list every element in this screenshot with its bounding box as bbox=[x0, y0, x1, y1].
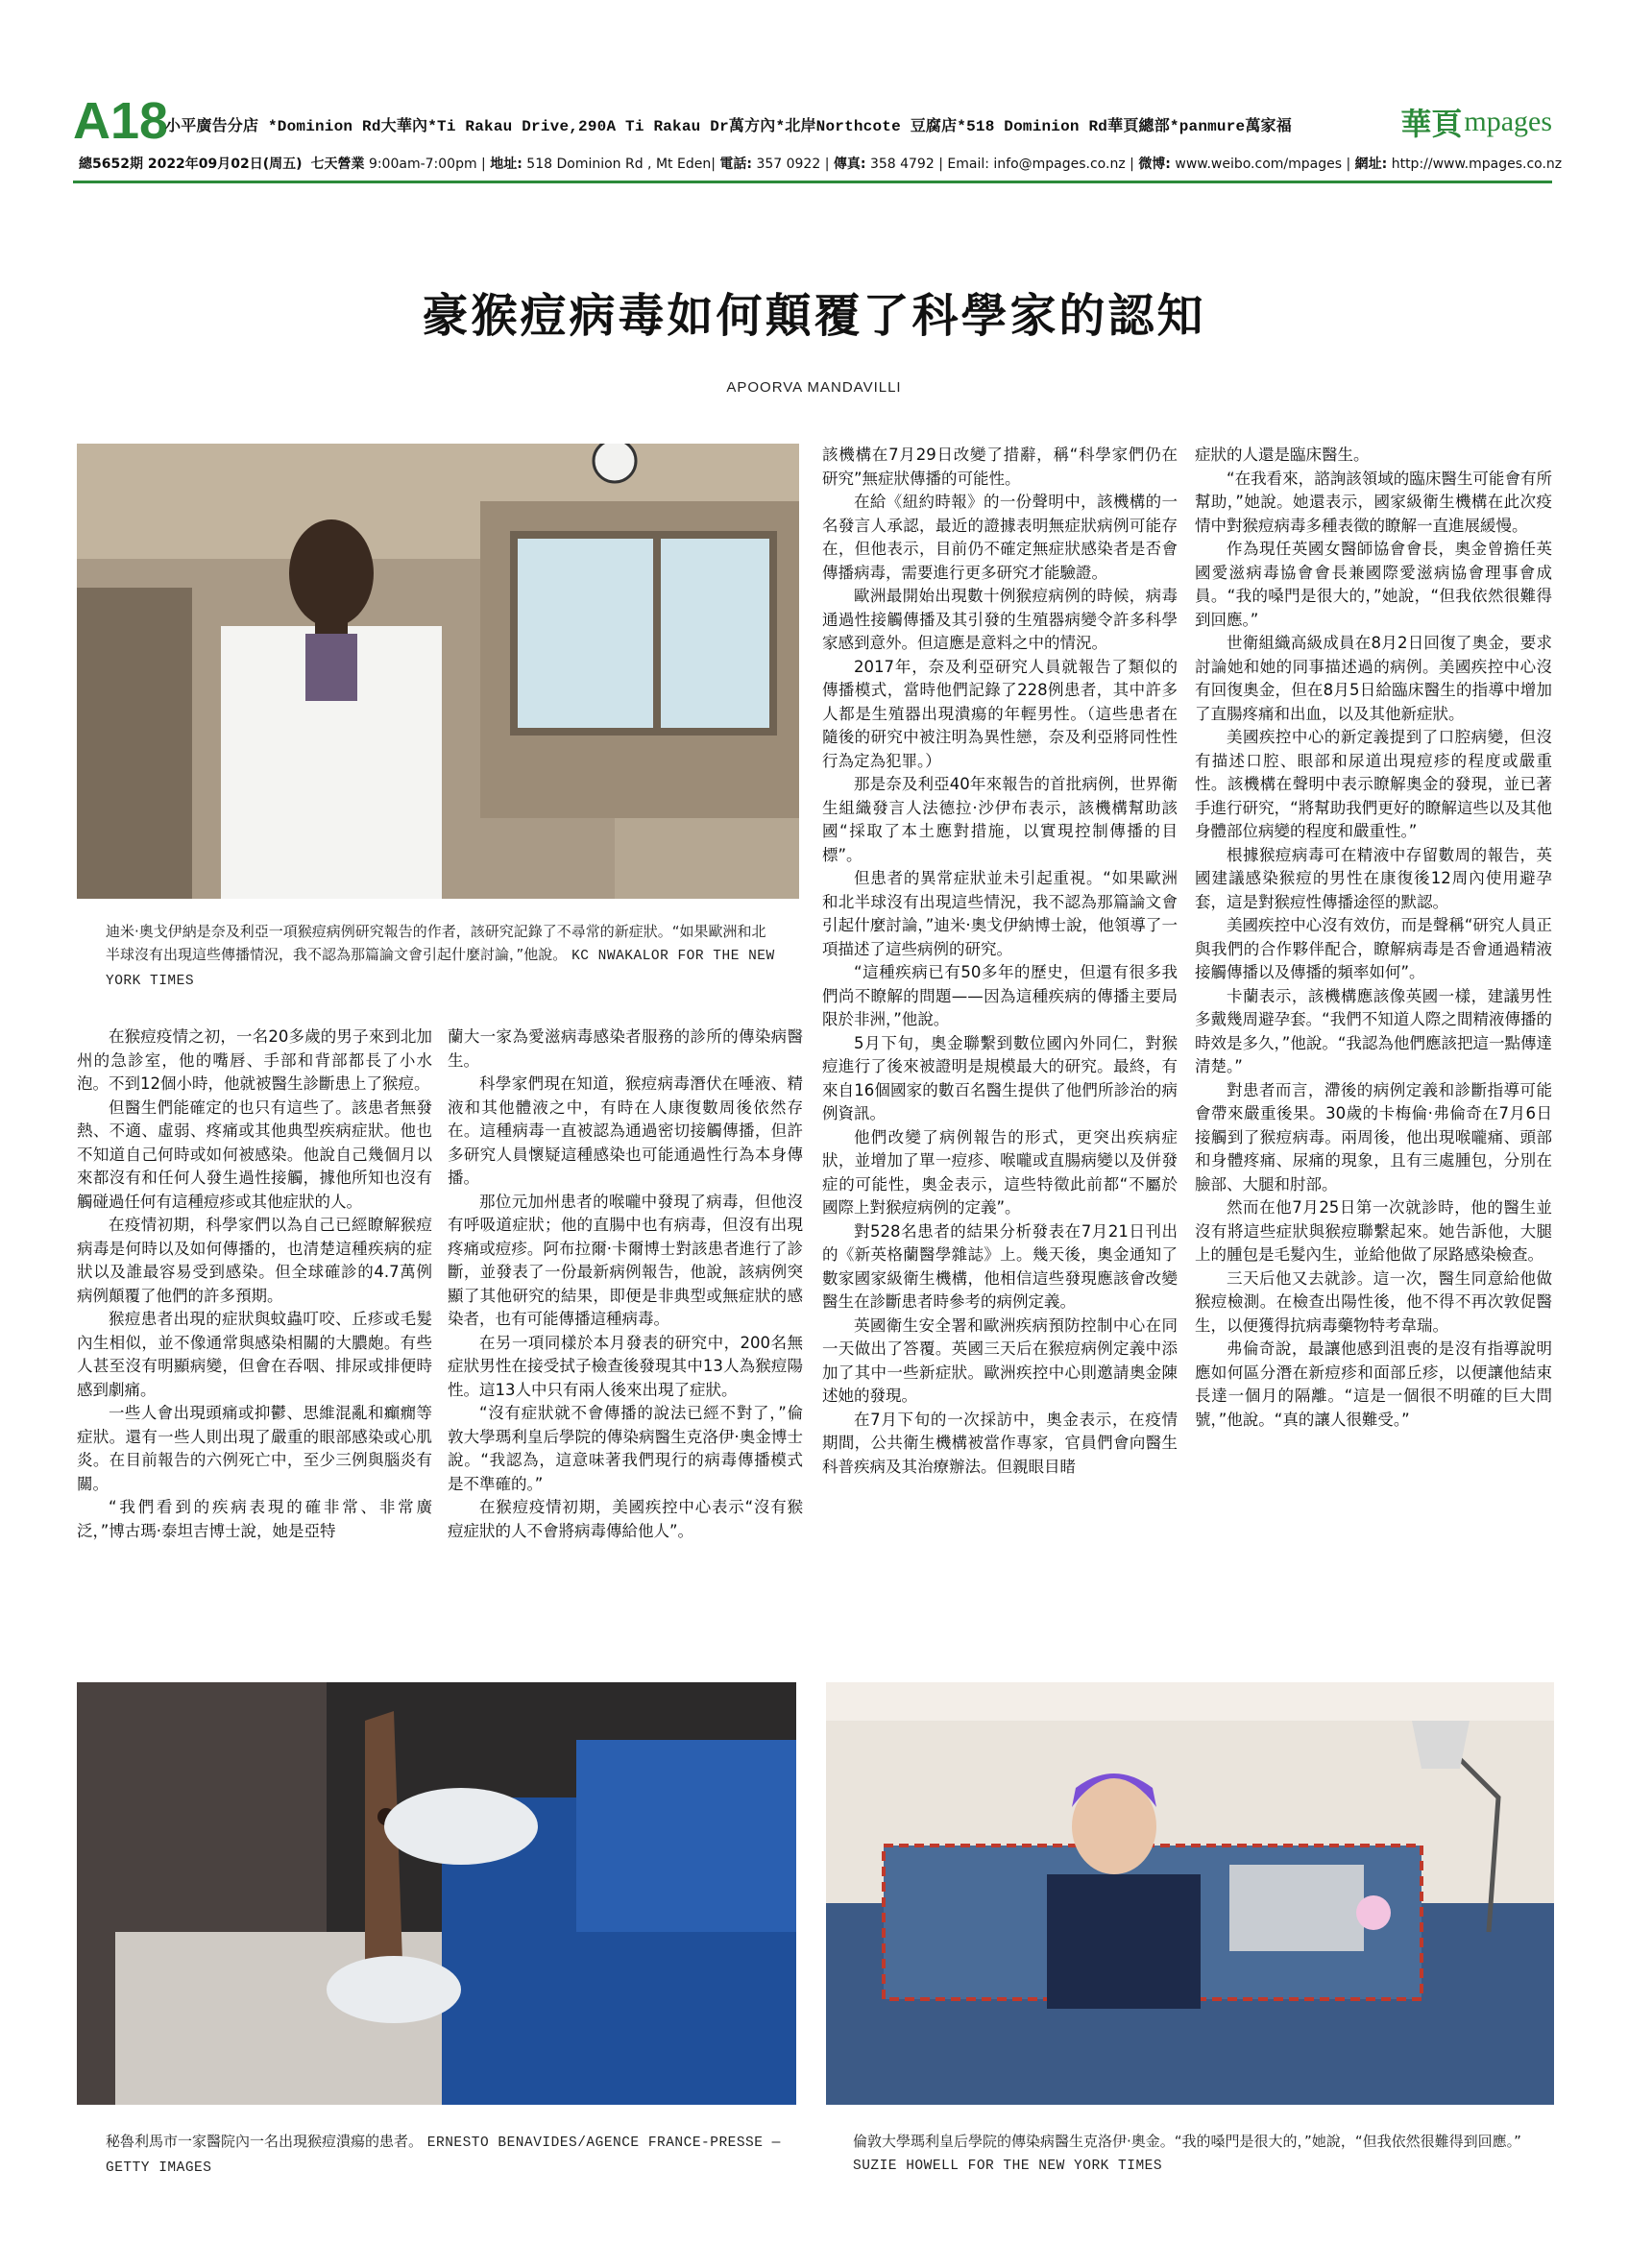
paragraph: 弗倫奇說，最讓他感到沮喪的是沒有指導說明應如何區分潛在新痘疹和面部丘疹，以便讓他結束長達一個月的隔離。“這是一個很不明確的巨大問號，”他說。“真的讓人很難受。” bbox=[1195, 1339, 1552, 1429]
photo-credit: ERNESTO BENAVIDES/AGENCE FRANCE-PRESSE — GETTY IMAGES bbox=[106, 2135, 781, 2176]
paragraph: 在猴痘疫情之初，一名20多歲的男子來到北加州的急診室，他的嘴唇、手部和背部都長了小水泡。不到12個小時，他就被醫生診斷患上了猴痘。 bbox=[77, 1027, 432, 1093]
weibo-label: 微博: bbox=[1138, 157, 1171, 172]
ads-line: 小平廣告分店 *Dominion Rd大華內*Ti Rakau Drive,290A Ti Rakau Dr萬方內*北岸Northcote 豆腐店*518 Dominion Rd華頁總部*panmure萬家福 bbox=[165, 118, 1292, 135]
paragraph: 根據猴痘病毒可在精液中存留數周的報告，英國建議感染猴痘的男性在康復後12周內使用避孕套，這是對猴痘性傳播途徑的默認。 bbox=[1195, 845, 1552, 911]
logo-text: mpages bbox=[1464, 106, 1552, 137]
caption-photo-chloe-orkin bbox=[853, 2130, 1544, 2178]
paragraph: 在另一項同樣於本月發表的研究中，200名無症狀男性在接受拭子檢查後發現其中13人為猴痘陽性。這13人中只有兩人後來出現了症狀。 bbox=[448, 1333, 803, 1399]
caption-photo-patient bbox=[106, 2130, 797, 2180]
hours: 9:00am-7:00pm bbox=[368, 157, 477, 172]
paragraph: 猴痘患者出現的症狀與蚊蟲叮咬、丘疹或毛髮內生相似，並不像通常與感染相關的大膿皰。有些人甚至沒有明顯病變，但會在吞咽、排尿或排便時感到劇痛。 bbox=[77, 1310, 432, 1399]
paragraph: 但醫生們能確定的也只有這些了。該患者無發熱、不適、虛弱、疼痛或其他典型疾病症狀。他也不知道自己何時或如何被感染。他說自己幾個月以來都沒有和任何人發生過性接觸，據他所知也沒有觸碰過任何有這種痘疹或其他症狀的人。 bbox=[77, 1098, 432, 1211]
paragraph: 2017年，奈及利亞研究人員就報告了類似的傳播模式，當時他們記錄了228例患者，其中許多人都是生殖器出現潰瘍的年輕男性。（這些患者在隨後的研究中被注明為異性戀，奈及利亞將同性性行為定為犯罪。） bbox=[822, 657, 1178, 770]
paragraph: “這種疾病已有50多年的歷史，但還有很多我們尚不瞭解的問題——因為這種疾病的傳播主要局限於非洲，”他說。 bbox=[822, 963, 1178, 1028]
phone: 357 0922 bbox=[756, 157, 821, 172]
fax: 358 4792 bbox=[869, 157, 935, 172]
article-column-2 bbox=[448, 1025, 803, 1678]
fax-label: 傳真: bbox=[833, 157, 866, 172]
article-column-3 bbox=[822, 444, 1178, 1682]
info-bar: 總5652期 2022年09月02日(周五) 七天營業 9:00am-7:00pm | 地址: 518 Dominion Rd , Mt Eden| 電話: 357 0922 | 傳真: 358 4792 | Email: info@mpages.co.nz | 微博: www.weibo.com/mpages | 網址: http://www.mpages.co.nz bbox=[79, 157, 1563, 172]
photo-doctor bbox=[77, 444, 799, 899]
paragraph: 他們改變了病例報告的形式，更突出疾病症狀，並增加了單一痘疹、喉嚨或直腸病變以及併發症的可能性，奧金表示，這些特徵此前都“不屬於國際上對猴痘病例的定義”。 bbox=[822, 1127, 1178, 1217]
masthead bbox=[73, 92, 1563, 179]
website-label: 網址: bbox=[1354, 157, 1388, 172]
paragraph: 症狀的人還是臨床醫生。 bbox=[1195, 446, 1370, 464]
paragraph: 在給《紐約時報》的一份聲明中，該機構的一名發言人承認，最近的證據表明無症狀病例可能存在，但他表示，目前仍不確定無症狀感染者是否會傳播病毒，需要進行更多研究才能驗證。 bbox=[822, 493, 1178, 582]
paragraph: 該機構在7月29日改變了措辭，稱“科學家們仍在研究”無症狀傳播的可能性。 bbox=[822, 446, 1178, 488]
photo-credit: KC NWAKALOR FOR THE NEW YORK TIMES bbox=[106, 949, 775, 989]
address-label: 地址: bbox=[490, 157, 522, 172]
paragraph: 世衛組織高級成員在8月2日回復了奧金，要求討論她和她的同事描述過的病例。美國疾控中心沒有回復奧金，但在8月5日給臨床醫生的指導中增加了直腸疼痛和出血，以及其他新症狀。 bbox=[1195, 634, 1552, 723]
paragraph: 對患者而言，滯後的病例定義和診斷指導可能會帶來嚴重後果。30歲的卡梅倫·弗倫奇在7月6日接觸到了猴痘病毒。兩周後，他出現喉嚨痛、頭部和身體疼痛、尿痛的現象，且有三處腫包，分別在臉部、大腿和肘部。 bbox=[1195, 1080, 1552, 1194]
caption-text: 秘魯利馬市一家醫院內一名出現猴痘潰瘍的患者。 bbox=[106, 2133, 424, 2150]
paragraph: 蘭大一家為愛滋病毒感染者服務的診所的傳染病醫生。 bbox=[448, 1027, 803, 1070]
address: 518 Dominion Rd , Mt Eden bbox=[526, 157, 712, 172]
logo-mark: 華頁 bbox=[1400, 106, 1463, 142]
hours-label: 七天營業 bbox=[310, 157, 365, 172]
phone-label: 電話: bbox=[719, 157, 752, 172]
paragraph: 那是奈及利亞40年來報告的首批病例，世界衛生組織發言人法德拉·沙伊布表示，該機構幫助該國“採取了本土應對措施，以實現控制傳播的目標”。 bbox=[822, 775, 1178, 864]
caption-photo-doctor bbox=[106, 920, 778, 993]
paragraph: 作為現任英國女醫師協會會長，奧金曾擔任英國愛滋病毒協會會長兼國際愛滋病協會理事會成員。“我的嗓門是很大的，”她說，“但我依然很難得到回應。” bbox=[1195, 540, 1552, 629]
paragraph: 英國衛生安全署和歐洲疾病預防控制中心在同一天做出了答覆。英國三天后在猴痘病例定義中添加了其中一些新症狀。歐洲疾控中心則邀請奧金陳述她的發現。 bbox=[822, 1315, 1178, 1405]
paragraph: “沒有症狀就不會傳播的說法已經不對了，”倫敦大學瑪利皇后學院的傳染病醫生克洛伊·奧金博士說。“我認為，這意味著我們現行的病毒傳播模式是不準確的。” bbox=[448, 1404, 803, 1493]
paragraph: 但患者的異常症狀並未引起重視。“如果歐洲和北半球沒有出現這些情況，我不認為那篇論文會引起什麼討論，”迪米·奧戈伊納博士說，他領導了一項描述了這些病例的研究。 bbox=[822, 869, 1178, 958]
paragraph: 那位元加州患者的喉嚨中發現了病毒，但他沒有呼吸道症狀；他的直腸中也有病毒，但沒有出現疼痛或痘疹。阿布拉爾·卡爾博士對該患者進行了診斷，並發表了一份最新病例報告，他說，該病例突顯了其他研究的結果，即便是非典型或無症狀的感染者，也有可能傳播這種病毒。 bbox=[448, 1192, 803, 1328]
paragraph: 在猴痘疫情初期，美國疾控中心表示“沒有猴痘症狀的人不會將病毒傳給他人”。 bbox=[448, 1498, 803, 1540]
masthead-rule bbox=[73, 181, 1552, 183]
photo-patient bbox=[77, 1682, 796, 2105]
paragraph: 卡蘭表示，該機構應該像英國一樣，建議男性多戴幾周避孕套。“我們不知道人際之間精液傳播的時效是多久，”他說。“我認為他們應該把這一點傳達清楚。” bbox=[1195, 986, 1552, 1075]
article-column-1 bbox=[77, 1025, 432, 1678]
article-column-4 bbox=[1195, 444, 1552, 1682]
website: http://www.mpages.co.nz bbox=[1391, 157, 1563, 172]
paragraph: 5月下旬，奧金聯繫到數位國內外同仁，對猴痘進行了後來被證明是規模最大的研究。最終，有來自16個國家的數百名醫生提供了他們所診治的病例資訊。 bbox=[822, 1033, 1178, 1122]
mpages-logo bbox=[1400, 100, 1552, 144]
photo-chloe-orkin bbox=[826, 1682, 1554, 2105]
paragraph: 美國疾控中心的新定義提到了口腔病變，但沒有描述口腔、眼部和尿道出現痘疹的程度或嚴重性。該機構在聲明中表示瞭解奧金的發現，並已著手進行研究，“將幫助我們更好的瞭解這些以及其他身體部位病變的程度和嚴重性。” bbox=[1195, 728, 1552, 840]
paragraph: 在7月下旬的一次採訪中，奧金表示，在疫情期間，公共衛生機構被當作專家，官員們會向醫生科普疾病及其治療辦法。但親眼目睹 bbox=[822, 1410, 1178, 1476]
paragraph: 三天后他又去就診。這一次，醫生同意給他做猴痘檢測。在檢查出陽性後，他不得不再次敦促醫生，以便獲得抗病毒藥物特考韋瑞。 bbox=[1195, 1268, 1552, 1335]
caption-text: 迪米·奧戈伊納是奈及利亞一項猴痘病例研究報告的作者，該研究記錄了不尋常的新症狀。“如果歐洲和北半球沒有出現這些傳播情況，我不認為那篇論文會引起什麼討論，”他說。 bbox=[106, 923, 766, 963]
paragraph: “在我看來，諮詢該領域的臨床醫生可能會有所幫助，”她說。她還表示，國家級衛生機構在此次疫情中對猴痘病毒多種表徵的瞭解一直進展緩慢。 bbox=[1195, 469, 1552, 535]
weibo: www.weibo.com/mpages bbox=[1175, 157, 1343, 172]
paragraph: 然而在他7月25日第一次就診時，他的醫生並沒有將這些症狀與猴痘聯繫起來。她告訴他，大腿上的腫包是毛髮內生，並給他做了尿路感染檢查。 bbox=[1195, 1198, 1552, 1264]
paragraph: “我們看到的疾病表現的確非常、非常廣泛，”博古瑪·泰坦吉博士說，她是亞特 bbox=[77, 1498, 432, 1540]
paragraph: 對528名患者的結果分析發表在7月21日刊出的《新英格蘭醫學雜誌》上。幾天後，奧金通知了數家國家級衛生機構，他相信這些發現應該會改變醫生在診斷患者時參考的病例定義。 bbox=[822, 1221, 1178, 1311]
paragraph: 一些人會出現頭痛或抑鬱、思維混亂和癲癇等症狀。還有一些人則出現了嚴重的眼部感染或心肌炎。在目前報告的六例死亡中，至少三例與腦炎有關。 bbox=[77, 1404, 432, 1493]
paragraph: 科學家們現在知道，猴痘病毒潛伏在唾液、精液和其他體液之中，有時在人康復數周後依然存在。這種病毒一直被認為通過密切接觸傳播，但許多研究人員懷疑這種感染也可能通過性行為本身傳播。 bbox=[448, 1074, 803, 1187]
paragraph: 美國疾控中心沒有效仿，而是聲稱“研究人員正與我們的合作夥伴配合，瞭解病毒是否會通過精液接觸傳播以及傳播的頻率如何”。 bbox=[1195, 916, 1552, 981]
paragraph: 歐洲最開始出現數十例猴痘病例的時候，病毒通過性接觸傳播及其引發的生殖器病變令許多科學家感到意外。但這應是意料之中的情況。 bbox=[822, 587, 1178, 652]
article-headline: 豪猴痘病毒如何顛覆了科學家的認知 bbox=[422, 289, 1206, 343]
paragraph: 在疫情初期，科學家們以為自己已經瞭解猴痘病毒是何時以及如何傳播的，也清楚這種疾病的症狀以及誰最容易受到感染。但全球確診的4.7萬例病例顛覆了他們的許多預期。 bbox=[77, 1216, 432, 1305]
article-byline: APOORVA MANDAVILLI bbox=[726, 379, 902, 396]
email: Email: info@mpages.co.nz bbox=[947, 157, 1126, 172]
page-number: A18 bbox=[73, 92, 169, 150]
caption-text: 倫敦大學瑪利皇后學院的傳染病醫生克洛伊·奧金。“我的嗓門是很大的，”她說，“但我依然很難得到回應。” bbox=[853, 2133, 1521, 2150]
photo-credit: SUZIE HOWELL FOR THE NEW YORK TIMES bbox=[853, 2159, 1163, 2174]
issue-date: 總5652期 2022年09月02日(周五) bbox=[79, 157, 303, 172]
